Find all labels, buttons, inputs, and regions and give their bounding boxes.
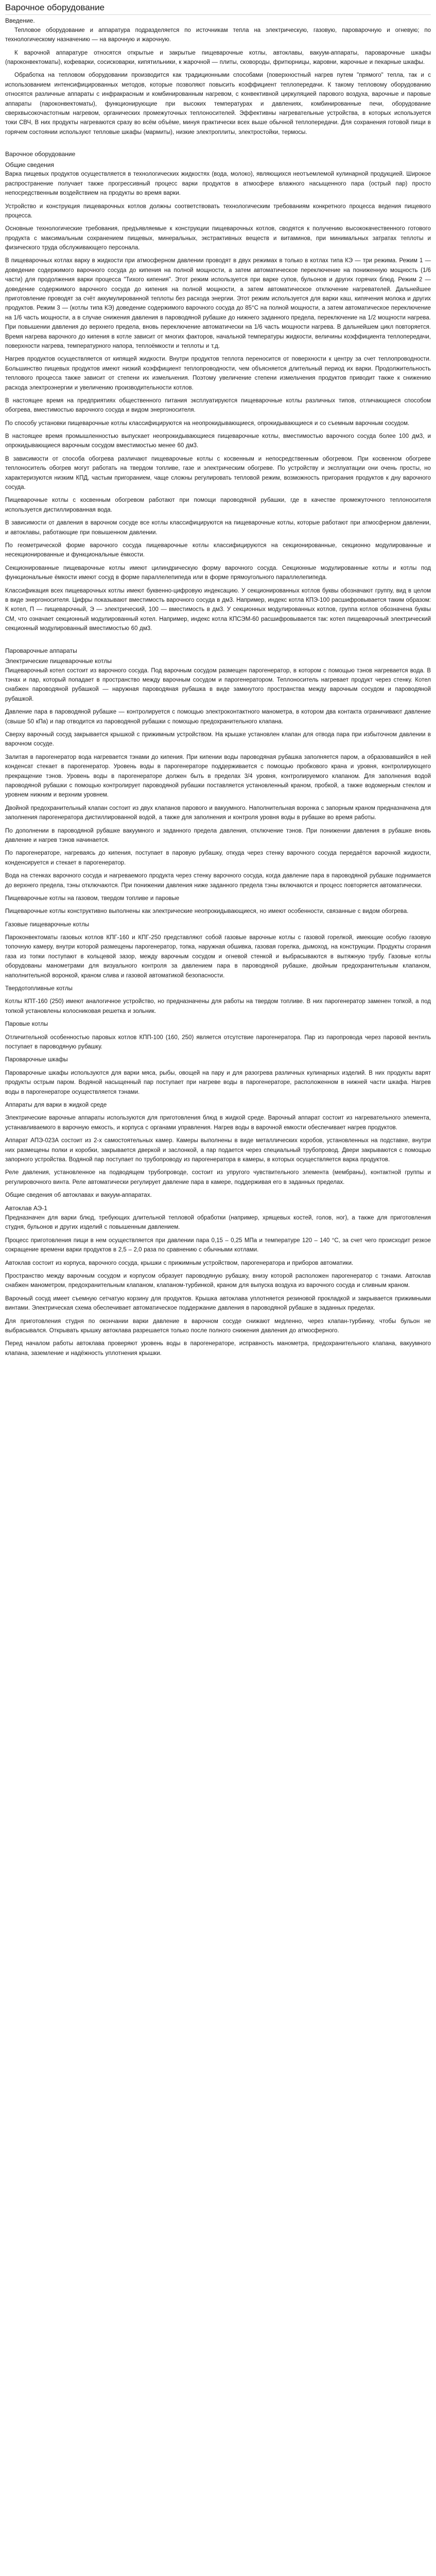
body-paragraph: Процесс приготовления пищи в нем осуществляется при давлении пара 0,15 – 0,25 МПа и температуре 120 – 140 °С, за счет чего происходит резкое сокращение времени варки продуктов в 2,5 – 2,0 раза по сравнению с обычными котлами. [5,1237,431,1253]
body-paragraph: Котлы КПТ-160 (250) имеют аналогичное устройство, но предназначены для работы на твердом топливе. В них парогенератор заменен топкой, а под топкой установлены колосниковая решетка и зольник. [5,998,431,1014]
steam-apparatus-section [5,646,431,1200]
section-subheading: Электрические пищеварочные котлы [5,657,112,665]
body-paragraph: Нагрев продуктов осуществляется от кипящей жидкости. Внутри продуктов теплота переносится от поверхности к центру за счет теплопроводности. Большинство пищевых продуктов имеют низкий коэффициент теплопроводности, чем объясняется длительный период их варки. Продолжительность теплового процесса также зависит от степени их измельчения. Поэтому увеличение степени измельчения продуктов приводит также к снижению расхода электроэнергии и увеличению производительности котлов. [5,356,431,391]
body-paragraph: Твердотопливные котлы [5,986,73,992]
title-divider [5,14,431,15]
intro-paragraph: К варочной аппаратуре относятся открытые и закрытые пищеварочные котлы, автоклавы, вакуум-аппараты, пароварочные шкафы (пароконвектоматы), кофеварки, сосисковарки, кипятильники, к жарочной — плиты, сковороды, фритюрницы, жаровни, жарочные и пекарные шкафы. [5,49,431,66]
body-paragraph: Вода на стенках варочного сосуда и нагреваемого продукта через стенку варочного сосуда, когда давление пара в пароводяной рубашке поднимается до верхнего предела, тэны отключаются. При понижении давления ниже заданного предела тэны включаются и процесс повторяется автоматически. [5,873,431,889]
body-paragraph: По способу установки пищеварочные котлы классифицируются на неопрокидывающиеся, опрокидывающиеся и со съемным варочным сосудом. [5,420,410,427]
body-paragraph: Общие сведения об автоклавах и вакуум-аппаратах. [5,1192,152,1199]
body-paragraph: Пищеварочный котел состоит из варочного сосуда. Под варочным сосудом размещен парогенератор, в котором с помощью тэнов нагревается вода. В тэнах и пар, который попадает в пространство между варочным сосудом и парогенератором. Теплоноситель нагревает продукт через стенку. Котел снабжен пароводяной рубашкой — наружная пароводяная рубашка в виде замкнутого пространства между варочным сосудом и пароводяной рубашкой. [5,667,431,702]
body-paragraph: Залитая в парогенератор вода нагревается тэнами до кипения. При кипении воды пароводяная рубашка заполняется паром, а образовавшийся в ней конденсат стекает в парогенератор. Уровень воды в парогенераторе поддерживается с помощью пробкового крана и уровня, контролирующего прекращение тэнов. Уровень воды в парогенераторе должен быть в пределах 3/4 уровня, контролируемого клапаном. Для заполнения водой пароводяной рубашки с помощью контролирует пароводяной рубашки поставляется установленный краном, пробкой, а также водомерным стеклом и уровнем нижним и верхним уровнем. [5,754,431,799]
cooking-equipment-section [5,149,431,633]
body-paragraph: По дополнении в пароводяной рубашке вакуумного и заданного предела давления, отключение тэнов. При понижении давления в рубашке вновь давление и нагрев тэнов начинается. [5,827,431,843]
body-paragraph: Пароконвектоматы газовых котлов КПГ-160 и КПГ-250 представляют собой газовые варочные котлы с газовой горелкой, имеющие особую газовую топочную камеру, внутри которой размещены парогенератор, топка, наружная обшивка, газовая горелка, дымоход, на конструкции. Продукты сгорания газа из топки поступают в кольцевой зазор, между варочным сосудом и огневой стенкой и выбрасываются в вытяжную трубу. Газовые котлы оборудованы манометрами для визуального контроля за давлением пара в пароводяной рубашке, двойным предохранительным клапаном, наполнительной воронкой, краном слива и газовой автоматикой безопасности. [5,935,431,979]
section-heading: Автоклав АЭ-1 [5,1205,47,1212]
section1-paragraphs [5,170,431,633]
body-paragraph: Пароварочные шкафы [5,1057,68,1063]
intro-paragraph: Тепловое оборудование и аппаратура подразделяется по источникам тепла на электрическую, газовую, пароварочную и огневую; по технологическому назначению — на варочную и жарочную. [5,27,431,43]
body-paragraph: Давление пара в пароводяной рубашке — контролируется с помощью электроконтактного манометра, в котором два контакта ограничивают давление (свыше 50 кПа) и пар отводится из пароводяной рубашки с помощью предохранительного клапана. [5,709,431,725]
body-paragraph: Пространство между варочным сосудом и корпусом образует пароводяную рубашку, внизу которой расположен парогенератор с тэнами. Автоклав снабжен манометром, предохранительным клапаном, клапаном-турбинкой, краном для выпуска воздуха из варочного сосуда и сливным краном. [5,1273,431,1289]
body-paragraph: Реле давления, установленное на подводящем трубопроводе, состоит из упругого чувствительного элемента (мембраны), контактной группы и регулировочного винта. Реле автоматически регулирует давление пара в камере, поддерживая его в заданных пределах. [5,1170,431,1185]
section-subheading: Общие сведения [5,161,54,168]
body-paragraph: Аппарат АПЭ-023А состоит из 2-х самостоятельных камер. Камеры выполнены в виде металлических коробов, установленных на подставке, внутри них размещены полки и коробки, закрывается дверкой и заслонкой, а пар подается через специальный трубопровод. Двери закрываются с помощью запорного устройства. Водяной пар поступает по трубопроводу из парогенератора в камеры, в которых осуществляется варка продуктов. [5,1138,431,1163]
body-paragraph: В зависимости от способа обогрева различают пищеварочные котлы с косвенным и непосредственным обогревом. При косвенном обогреве теплоноситель обогрев могут работать на твердом топливе, газе и электрическим обогреве. По устройству и эксплуатации они очень просты, но характеризуются низким КПД, частым пригоранием, чаще сложны регулировать тепловой режим, возможность пригорания продуктов к дну варочного сосуда. [5,455,431,491]
body-paragraph: Газовые пищеварочные котлы [5,921,90,928]
body-paragraph: По геометрической форме варочного сосуда пищеварочные котлы классифицируются на секционированные, секционно модулированные и несекционированные и функциональные ёмкости. [5,543,431,558]
body-paragraph: Пищеварочные котлы на газовом, твердом топливе и паровые [5,895,180,902]
body-paragraph: Устройство и конструкция пищеварочных котлов должны соответствовать технологическим требованиям конкретного процесса ведения пищевого процесса. [5,203,431,219]
body-paragraph: Отличительной особенностью паровых котлов КПП-100 (160, 250) является отсутствие парогенератора. Пар из паропровода через паровой вентиль поступает в пароводяную рубашку. [5,1034,431,1050]
section2-paragraphs [5,666,431,1200]
page-title: Варочное оборудование [5,3,105,12]
body-paragraph: Предназначен для варки блюд, требующих длительной тепловой обработки (например, хрящевых костей, голов, ног), а также для приготовления студня, бульонов и других изделий с повышенным давлением. [5,1215,431,1231]
body-paragraph: Электрические варочные аппараты используются для приготовления блюд в жидкой среде. Варочный аппарат состоит из нагревательного элемента, устанавливаемого в варочную емкость, и корпуса с органами управления. Нагрев воды в варочной емкости обеспечивает нагрев продуктов. [5,1115,431,1131]
body-paragraph: Двойной предохранительный клапан состоит из двух клапанов парового и вакуумного. Наполнительная воронка с запорным краном предназначена для заполнения парогенератора дистиллированной водой, а также для заполнения и контроля уровня воды в рубашке во время работы. [5,805,431,821]
intro-paragraph: Обработка на тепловом оборудовании производится как традиционными способами (поверхностный нагрев путем "прямого" тепла, так и с использованием интенсифицированных методов, которые позволяют повысить коэффициент теплопередачи. К такому тепловому оборудованию относятся различные аппараты с инфракрасным и комбинированным нагревом, с конвективной циркуляцией парового воздуха, варочные и паровые аппараты (пароконвектоматы), функционирующие при высоких температурах и давлениях, комбинированные печи, оборудование сверхвысокочастотным нагревом, органических промежуточных теплоносителей. Эффективны нагревательные устройства, в которых используется токи СВЧ, В них продукты нагреваются сразу во всём объёме, минуя практически всех выше обычной теплопередачи. Для сохранения готовой пищи в горячем состоянии используют тепловые шкафы (мармиты), низкие электроплиты, электростойки, термосы. [5,72,431,135]
intro-section [5,16,431,137]
section-heading: Варочное оборудование [5,150,76,158]
body-paragraph: Автоклав состоит из корпуса, варочного сосуда, крышки с прижимным устройством, парогенератора и приборов автоматики. [5,1260,354,1266]
autoclave-section [5,1204,431,1358]
body-paragraph: Аппараты для варки в жидкой среде [5,1101,107,1108]
body-paragraph: Пищеварочные котлы с косвенным обогревом работают при помощи пароводяной рубашки, где в качестве промежуточного теплоносителя используется дистиллированная вода. [5,497,431,513]
body-paragraph: Паровые котлы [5,1021,48,1028]
body-paragraph: В настоящее время промышленностью выпускает неопрокидывающиеся пищеварочные котлы, вместимостью варочного сосуда более 100 дм3, и опрокидывающиеся варочным сосудом вместимостью менее 60 дм3. [5,433,431,449]
body-paragraph: По парогенераторе, нагреваясь до кипения, поступает в паровую рубашку, откуда через стенку варочного сосуда передаётся варочной жидкости, конденсируется и стекает в парогенератор. [5,850,431,866]
body-paragraph: Перед началом работы автоклава проверяют уровень воды в парогенераторе, исправность манометра, предохранительного клапана, вакуумного клапана, заземление и надёжность уплотнения крышки. [5,1341,431,1357]
body-paragraph: Варка пищевых продуктов осуществляется в технологических жидкостях (вода, молоко), являющихся неотъемлемой кулинарной продукцией. Широкое распространение получает также прогрессивный процесс варки продуктов в атмосфере влажного насыщенного пара (острый пар) просто непосредственным воздействием на продукты во время варки. [5,171,431,197]
section-heading: Пароварочные аппараты [5,647,77,654]
body-paragraph: Варочный сосуд имеет съемную сетчатую корзину для продуктов. Крышка автоклава уплотняется резиновой прокладкой и закрывается прижимными винтами. Электрическая схема обеспечивает автоматическое поддержание давления в пароводяной рубашке в заданных пределах. [5,1295,431,1312]
body-paragraph: Для приготовления студня по окончании варки давление в варочном сосуде снижают медленно, через клапан-турбинку, чтобы бульон не выбрасывался. Открывать крышку автоклава разрешается только после полного снижения давления до атмосферного. [5,1318,431,1334]
body-paragraph: В настоящее время на предприятиях общественного питания эксплуатируются пищеварочные котлы различных типов, отличающиеся способом обогрева, вместимостью варочного сосуда и видом энергоносителя. [5,397,431,414]
body-paragraph: Пароварочные шкафы используются для варки мяса, рыбы, овощей на пару и для разогрева различных кулинарных изделий. В них продукты варят продукты острым паром. Водяной насыщенный пар поступает при нагреве воды в парогенераторе, расположенном в нижней части шкафа. Нагрев воды в парогенераторе осуществляется тэнами. [5,1070,431,1095]
body-paragraph: В пищеварочных котлах варку в жидкости при атмосферном давлении проводят в двух режимах в только в котлах типа КЭ — три режима. Режим 1 — доведение содержимого варочного сосуда до кипения на полной мощности, а затем автоматическое переключение на пониженную мощность (1/6 части) для продолжения варки процесса "Тихого кипения". Этот режим используется при варке супов, бульонов и других горячих блюд. Режим 2 — доведение содержимого варочного сосуда до кипения на полной мощности, а затем автоматическое отключение нагревателей. Дальнейшее приготовление проводят за счёт аккумулированной теплоты без расхода энергии. Этот режим используется для варки каш, кипячения молока и других продуктов. Режим 3 — (котлы типа КЭ) доведение содержимого варочного сосуда до 85°С на полной мощности, а затем автоматическое переключение на 1/6 часть мощности, а в случае снижения давления в пароводяной рубашке до нижнего заданного предела, переключение на 1/2 мощности нагрева. При повышении давления до верхнего предела, вновь переключение автоматически на 1/6 часть мощности нагрева. В дальнейшем цикл повторяется. Время нагрева варочного до кипения в котле зависит от многих факторов, начальной температуры жидкости, величины коэффициента теплопередачи, поверхности нагрева, температурного напора, теплоёмкости и теплоты и т.д. [5,258,431,349]
body-paragraph: Классификация всех пищеварочных котлы имеют буквенно-цифровую индексацию. У секционированных котлов буквы обозначают группу, вид в целом в виде энергоносителя. Цифры показывают вместимость варочного сосуда в дм3. Например, индекс котла КПЭ-100 расшифровывается таким образом: К котел, П — пищеварочный, Э — электрический, 100 — вместимость в дм3. У секционных модулированных котлов, группа котлов обозначена буквы СМ, что означает секционный модулированный котел. Например, индекс котла КПСЭМ-60 расшифровывается так: котел пищеварочный электрический секционный модулированный вместимостью 60 дм3. [5,587,431,632]
body-paragraph: Пищеварочные котлы конструктивно выполнены как электрические неопрокидывающиеся, но имеют особенности, связанные с видом обогрева. [5,908,409,915]
body-paragraph: Сверху варочный сосуд закрывается крышкой с прижимным устройством. На крышке установлен клапан для отвода пара при избыточном давлении в варочном сосуде. [5,732,431,748]
body-paragraph: Основные технологические требования, предъявляемые к конструкции пищеварочных котлов, сводятся к получению высококачественного готового продукта с максимальным сохранением пищевых, минеральных, экстрактивных веществ и витаминов, при минимальных затратах теплоты и физического труда обслуживающего персонала. [5,226,431,251]
body-paragraph: Секционированные пищеварочные котлы имеют цилиндрическую форму варочного сосуда. Секционные модулированные котлы и котлы под функциональные ёмкости имеют сосуд в форме параллелепипеда или в форме прямоугольного параллелепипеда. [5,565,431,581]
body-paragraph: В зависимости от давления в варочном сосуде все котлы классифицируются на пищеварочные котлы, которые работают при атмосферном давлении, и автоклавы, работающие при повышенном давлении. [5,520,431,536]
intro-heading: Введение. [5,17,35,25]
section3-paragraphs [5,1213,431,1358]
